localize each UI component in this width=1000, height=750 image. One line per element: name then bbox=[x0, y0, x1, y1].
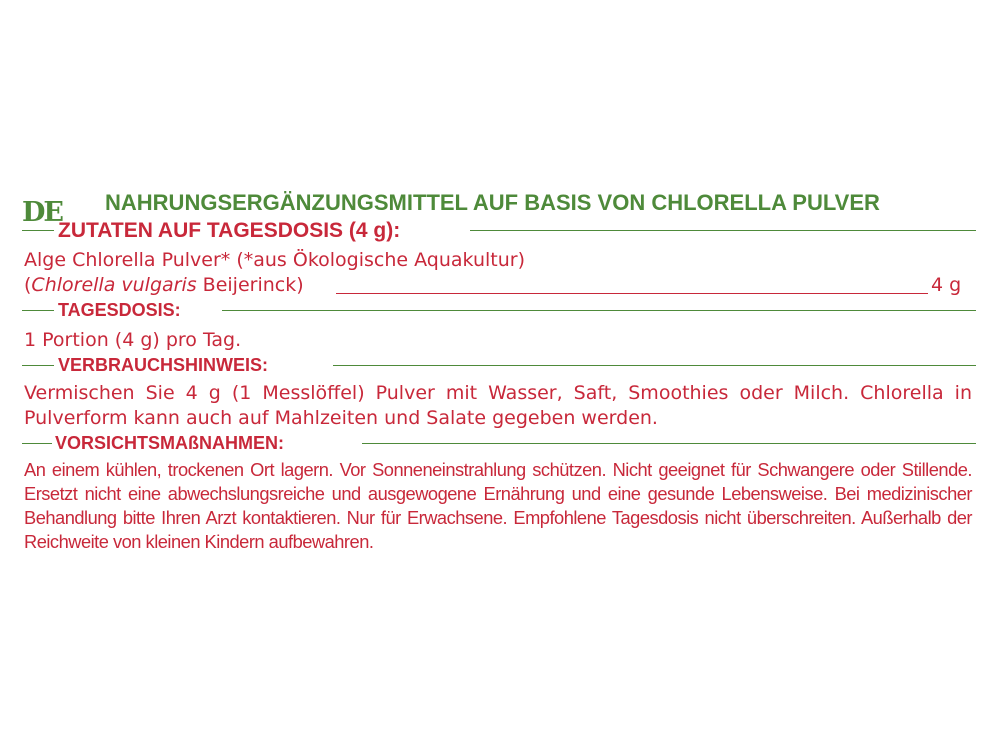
precautions-text: An einem kühlen, trockenen Ort lagern. Vor Sonneneinstrahlung schützen. Nicht geeignet für Schwangere oder Stillende. Ersetzt nicht eine abwechslungsreiche und ausgewogene Ernährung und eine gesunde Lebensweise. Bei medizinischer Behandlung bitte Ihren Arzt kontaktieren. Nur für Erwachsene. Empfohlene Tagesdosis nicht überschreiten. Außerhalb der Reichweite von kleinen Kindern aufbewahren. bbox=[24, 459, 972, 552]
latin-name: Chlorella vulgaris bbox=[31, 274, 197, 296]
section-rule-right bbox=[362, 443, 976, 444]
usage-text: Vermischen Sie 4 g (1 Messlöffel) Pulver mit Wasser, Saft, Smoothies oder Milch. Chlorella in Pulverform kann auch auf Mahlzeiten und Salate gegeben werden. bbox=[24, 382, 972, 429]
section-rule-left bbox=[22, 230, 54, 231]
section-rule-right bbox=[333, 365, 976, 366]
section-rule-left bbox=[22, 365, 54, 366]
section-rule-left bbox=[22, 443, 52, 444]
ingredient-line-2 bbox=[24, 273, 304, 298]
ingredient-amount: 4 g bbox=[931, 274, 962, 296]
precautions-heading: VORSICHTSMAßNAHMEN: bbox=[55, 433, 284, 453]
leader-line bbox=[336, 293, 928, 294]
daily-dose-heading: TAGESDOSIS: bbox=[58, 300, 181, 320]
daily-dose-text: 1 Portion (4 g) pro Tag. bbox=[24, 329, 242, 351]
product-title: NAHRUNGSERGÄNZUNGSMITTEL AUF BASIS VON CHLORELLA PULVER bbox=[105, 190, 880, 215]
ingredients-heading: ZUTATEN AUF TAGESDOSIS (4 g): bbox=[58, 219, 401, 242]
section-rule-left bbox=[22, 310, 54, 311]
usage-heading: VERBRAUCHSHINWEIS: bbox=[58, 355, 269, 375]
section-rule-right bbox=[222, 310, 976, 311]
latin-author: Beijerinck) bbox=[196, 274, 304, 296]
language-badge: DE bbox=[22, 197, 62, 228]
paren-open: ( bbox=[24, 274, 32, 296]
section-rule-right bbox=[470, 230, 976, 231]
ingredient-line-1: Alge Chlorella Pulver* (*aus Ökologische Aquakultur) bbox=[24, 249, 525, 271]
